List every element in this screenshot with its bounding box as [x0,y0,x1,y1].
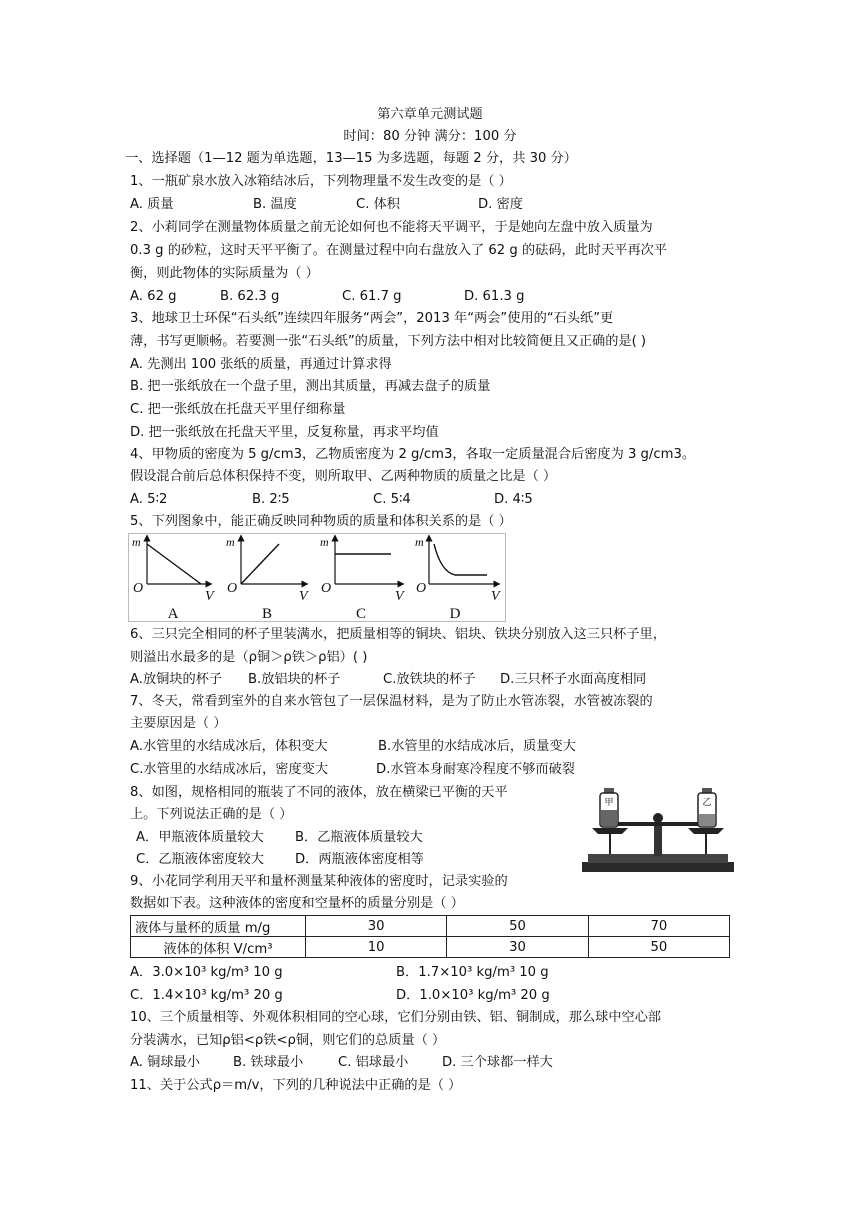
q7-option-a: A.水管里的水结成冰后，体积变大 [130,739,328,754]
table-cell: 10 [306,937,447,958]
q7-option-b: B.水管里的水结成冰后，质量变大 [378,739,576,754]
q10-option-b: B. 铁球最小 [233,1055,304,1070]
bottle-jia-label: 甲 [604,798,614,808]
graph-a [147,538,209,584]
q8-option-a: A．甲瓶液体质量较大 [136,830,264,845]
graph-c [335,538,401,584]
q3-line1: 3、地球卫士环保“石头纸”连续四年服务“两会”，2013 年“两会”使用的“石头纸”更 [130,311,614,326]
balance-figure [578,784,738,876]
graph-c-label: C [355,606,367,621]
graph-b-label: B [261,606,273,621]
q2-line2: 0.3 g 的砂粒，这时天平平衡了。在测量过程中向右盘放入了 62 g 的砝码，此时天平再次平 [130,243,668,258]
graph-b [241,538,305,584]
right-pan [688,828,724,834]
table-row-head: 液体与量杯的质量 m/g [131,916,306,937]
q7-line1: 7、冬天，常看到室外的自来水管包了一层保温材料，是为了防止水管冻裂，水管被冻裂的 [130,694,653,709]
graph-a-line [147,544,201,584]
bottle-jia [600,788,618,827]
graph-a-origin: O [133,581,144,596]
q10-line2: 分装满水，已知ρ铝<ρ铁<ρ铜，则它们的总质量（ ） [130,1033,446,1048]
q1-option-a: A. 质量 [130,197,174,212]
q6-option-c: C.放铁块的杯子 [383,672,476,687]
table-row [131,937,730,958]
q2-option-b: B. 62.3 g [220,289,280,304]
table-cell: 50 [588,937,729,958]
section-heading: 一、选择题（1—12 题为单选题，13—15 为多选题，每题 2 分，共 30 分） [125,151,577,166]
q6-option-a: A.放铜块的杯子 [130,672,223,687]
q2-option-a: A. 62 g [130,289,177,304]
q6-line2: 则溢出水最多的是（ρ铜＞ρ铁＞ρ铝）( ) [130,650,368,665]
q4-line1: 4、甲物质的密度为 5 g/cm3，乙物质密度为 2 g/cm3，各取一定质量混合后密度为 3 g/cm3。 [130,447,696,462]
graph-d-v-label: V [491,589,500,604]
q3-line2: 薄，书写更顺畅。若要测一张“石头纸”的质量，下列方法中相对比较简便且又正确的是( ) [130,334,647,349]
bottle-yi [698,788,716,827]
q4-line2: 假设混合前后总体积保持不变，则所取甲、乙两种物质的质量之比是（ ） [130,469,557,484]
graph-b-v-label: V [299,589,308,604]
q9-data-table [130,915,730,958]
graph-c-origin: O [321,581,332,596]
q4-option-c: C. 5∶4 [373,492,411,507]
graph-d-m-label: m [415,535,424,549]
q1-option-c: C. 体积 [356,197,400,212]
q7-option-c: C.水管里的水结成冰后，密度变大 [130,762,329,777]
q3-option-b: B. 把一张纸放在一个盘子里，测出其质量，再减去盘子的质量 [130,379,491,394]
page-title: 第六章单元测试题 [377,107,483,122]
table-cell: 30 [306,916,447,937]
q4-option-b: B. 2∶5 [252,492,290,507]
q2-option-d: D. 61.3 g [464,289,525,304]
q10-option-c: C. 铝球最小 [338,1055,409,1070]
graph-a-v-label: V [205,589,214,604]
q8-option-c: C．乙瓶液体密度较大 [136,852,264,867]
q6-option-b: B.放铝块的杯子 [248,672,341,687]
balance-column [654,824,662,856]
graph-d-origin: O [416,581,427,596]
q3-option-a: A. 先测出 100 张纸的质量，再通过计算求得 [130,357,392,372]
q10-option-a: A. 铜球最小 [130,1055,200,1070]
q2-option-c: C. 61.7 g [342,289,402,304]
graph-c-v-label: V [395,589,404,604]
table-cell: 70 [588,916,729,937]
q4-option-a: A. 5∶2 [130,492,168,507]
graph-c-m-label: m [320,535,329,549]
q8-option-d: D．两瓶液体密度相等 [295,852,424,867]
q9-option-c: C．1.4×10³ kg/m³ 20 g [130,988,283,1003]
q2-line3: 衡，则此物体的实际质量为（ ） [130,266,319,281]
exam-info: 时间：80 分钟 满分：100 分 [343,129,517,144]
q8-line2: 上。下列说法正确的是（ ） [130,807,293,822]
graph-b-m-label: m [226,535,235,549]
q9-option-b: B．1.7×10³ kg/m³ 10 g [396,965,549,980]
table-cell: 30 [447,937,588,958]
q1-option-d: D. 密度 [478,197,523,212]
graph-a-label: A [167,606,179,621]
q7-option-d: D.水管本身耐寒冷程度不够而破裂 [376,762,575,777]
q11-stem: 11、关于公式ρ＝m/v，下列的几种说法中正确的是（ ） [130,1078,462,1093]
q1-stem: 1、一瓶矿泉水放入冰箱结冰后，下列物理量不发生改变的是（ ） [130,174,512,189]
table-row-head: 液体的体积 V/cm³ [131,937,306,958]
q6-option-d: D.三只杯子水面高度相同 [500,672,647,687]
q5-graphs-svg [129,534,505,621]
table-row [131,916,730,937]
q3-option-c: C. 把一张纸放在托盘天平里仔细称量 [130,402,346,417]
q4-option-d: D. 4∶5 [494,492,533,507]
q6-line1: 6、三只完全相同的杯子里装满水，把质量相等的铜块、铝块、铁块分别放入这三只杯子里， [130,627,666,642]
q8-option-b: B．乙瓶液体质量较大 [295,830,423,845]
bottle-yi-label: 乙 [702,798,712,808]
graph-b-origin: O [227,581,238,596]
q9-option-d: D．1.0×10³ kg/m³ 20 g [396,988,550,1003]
table-cell: 50 [447,916,588,937]
q8-line1: 8、如图，规格相同的瓶装了不同的液体，放在横梁已平衡的天平 [130,785,508,800]
q9-line1: 9、小花同学利用天平和量杯测量某种液体的密度时，记录实验的 [130,874,508,889]
q1-option-b: B. 温度 [253,197,297,212]
graph-d [429,538,497,584]
q5-stem: 5、下列图象中，能正确反映同种物质的质量和体积关系的是（ ） [130,514,512,529]
graph-d-curve [434,544,487,575]
left-pan [592,828,628,834]
q9-option-a: A．3.0×10³ kg/m³ 10 g [130,965,283,980]
q10-option-d: D. 三个球都一样大 [442,1055,553,1070]
q3-option-d: D. 把一张纸放在托盘天平里，反复称量，再求平均值 [130,425,439,440]
q5-graphs [128,533,506,622]
graph-b-line [241,544,279,584]
q7-line2: 主要原因是（ ） [130,716,227,731]
q9-line2: 数据如下表。这种液体的密度和空量杯的质量分别是（ ） [130,896,464,911]
graph-d-label: D [449,606,461,621]
graph-a-m-label: m [132,535,141,549]
balance-base [582,862,734,872]
q10-line1: 10、三个质量相等、外观体积相同的空心球，它们分别由铁、铝、铜制成，那么球中空心部 [130,1010,662,1025]
q2-line1: 2、小莉同学在测量物体质量之前无论如何也不能将天平调平，于是她向左盘中放入质量为 [130,220,653,235]
